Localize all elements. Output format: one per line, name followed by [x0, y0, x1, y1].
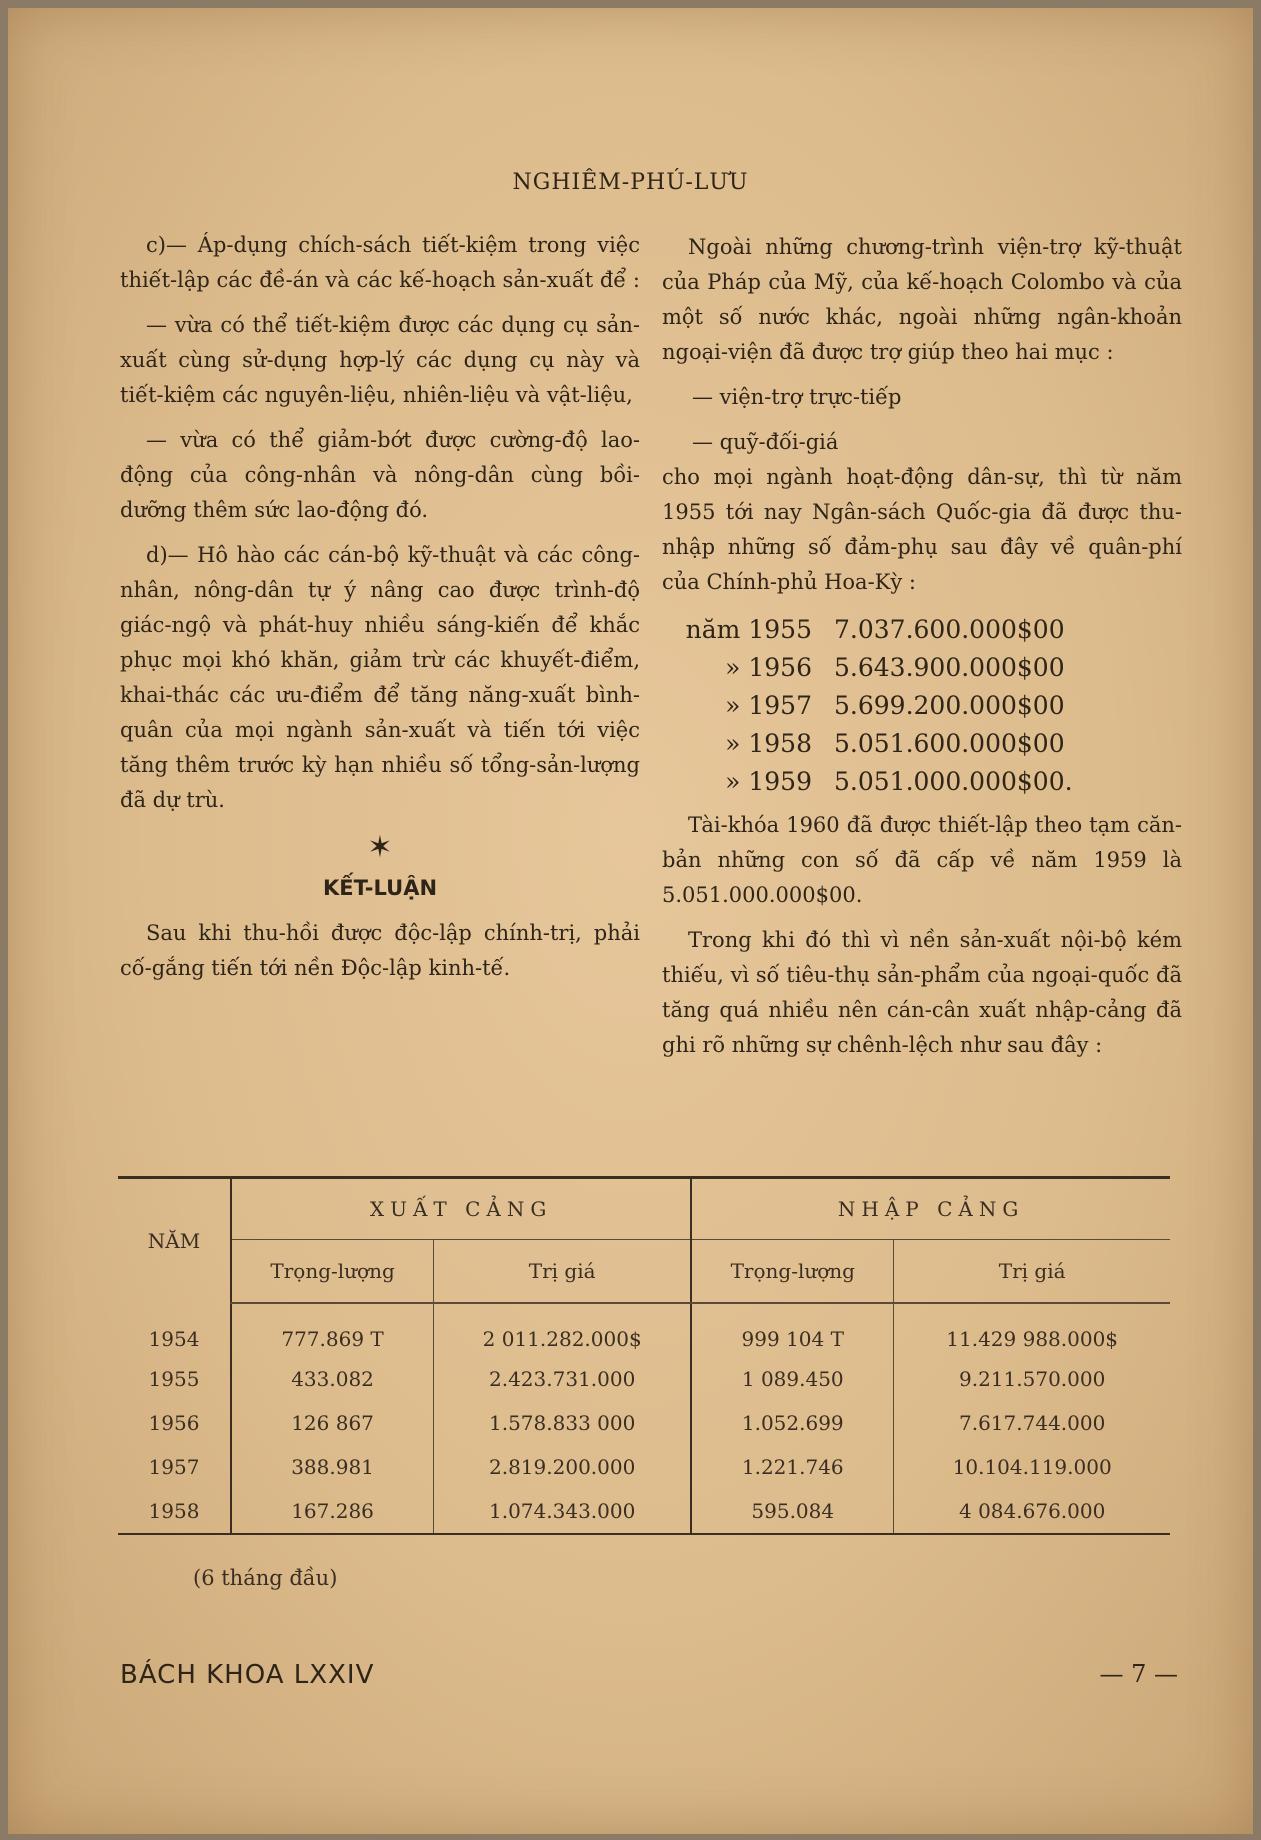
cell-import-value: 10.104.119.000	[894, 1445, 1170, 1489]
cell-export-weight: 388.981	[231, 1445, 434, 1489]
budget-amount: 5.051.600.000$00	[834, 728, 1065, 758]
header-import: NHẬP CẢNG	[691, 1178, 1170, 1240]
paragraph-c-item-2: — vừa có thể giảm-bớt được cường-độ lao-động của công-nhân và nông-dân cùng bồi-dưỡng thêm sức lao-động đó.	[120, 428, 640, 522]
budget-label: »	[725, 690, 741, 720]
paragraph-aid-cont: cho mọi ngành hoạt-động dân-sự, thì từ năm 1955 tới nay Ngân-sách Quốc-gia đã được thu-nhập những số đảm-phụ sau đây về quân-phí của Chính-phủ Hoa-Kỳ :	[662, 465, 1182, 594]
cell-export-value: 1.074.343.000	[434, 1489, 692, 1534]
cell-export-weight: 126 867	[231, 1401, 434, 1445]
left-column	[120, 228, 640, 986]
cell-export-weight: 777.869 T	[231, 1303, 434, 1357]
header-year: NĂM	[147, 1229, 201, 1253]
cell-export-value: 2.423.731.000	[434, 1357, 692, 1401]
cell-import-value: 7.617.744.000	[894, 1401, 1170, 1445]
paragraph-d: d)— Hô hào các cán-bộ kỹ-thuật và các công-nhân, nông-dân tự ý nâng cao được trình-độ giác-ngộ và phát-huy nhiều sáng-kiến để khắc phục mọi khó khăn, giảm trừ các khuyết-điểm, khai-thác các ưu-điểm để tăng năng-xuất bình-quân của mọi ngành sản-xuất và tiến tới việc tăng thêm trước kỳ hạn nhiều số tổng-sản-lượng đã dự trù.	[120, 543, 640, 812]
paragraph-conclusion: Sau khi thu-hồi được độc-lập chính-trị, phải cố-gắng tiến tới nền Độc-lập kinh-tế.	[120, 921, 640, 980]
header-export-value: Trị giá	[434, 1240, 692, 1304]
header-import-weight: Trọng-lượng	[691, 1240, 894, 1304]
cell-import-weight: 595.084	[691, 1489, 894, 1534]
budget-year: 1956	[748, 652, 812, 682]
section-title: KẾT-LUẬN	[322, 876, 438, 900]
cell-import-weight: 1.052.699	[691, 1401, 894, 1445]
header-export: XUẤT CẢNG	[231, 1178, 691, 1240]
page-number: — 7 —	[1099, 1660, 1178, 1688]
budget-amount: 5.051.000.000$00.	[834, 766, 1073, 796]
budget-row	[662, 648, 1182, 686]
paragraph-aid-intro: Ngoài những chương-trình viện-trợ kỹ-thuật của Pháp của Mỹ, của kế-hoạch Colombo và của một số nước khác, ngoài những ngân-khoản ngoại-viện đã được trợ giúp theo hai mục :	[662, 235, 1182, 364]
right-column	[662, 230, 1182, 1063]
cell-year: 1957	[148, 1455, 200, 1479]
trade-table	[118, 1176, 1170, 1535]
budget-label: »	[725, 652, 741, 682]
table-note: (6 tháng đầu)	[193, 1566, 338, 1590]
header-export-weight: Trọng-lượng	[231, 1240, 434, 1304]
budget-row	[662, 762, 1182, 800]
journal-name: BÁCH KHOA LXXIV	[120, 1660, 375, 1690]
paragraph-c-intro: c)— Áp-dụng chích-sách tiết-kiệm trong việc thiết-lập các đề-án và các kế-hoạch sản-xuất để :	[120, 233, 640, 292]
cell-year: 1956	[148, 1411, 200, 1435]
aid-item-counterpart: — quỹ-đối-giá	[692, 430, 839, 454]
aid-item-direct: — viện-trợ trực-tiếp	[692, 385, 902, 409]
star-ornament: ✶	[367, 830, 393, 865]
cell-export-value: 2 011.282.000$	[434, 1303, 692, 1357]
paragraph-c-item-1: — vừa có thể tiết-kiệm được các dụng cụ sản-xuất cùng sử-dụng hợp-lý các dụng cụ này và tiết-kiệm các nguyên-liệu, nhiên-liệu và vật-liệu,	[120, 313, 640, 407]
cell-year: 1954	[148, 1326, 200, 1351]
budget-year: 1958	[748, 728, 812, 758]
budget-list	[662, 610, 1182, 800]
paragraph-trade-balance: Trong khi đó thì vì nền sản-xuất nội-bộ kém thiếu, vì số tiêu-thụ sản-phẩm của ngoại-quốc đã tăng quá nhiều nên cán-cân xuất nhập-cảng đã ghi rõ những sự chênh-lệch như sau đây :	[662, 928, 1182, 1057]
budget-amount: 5.699.200.000$00	[834, 690, 1065, 720]
table-row	[118, 1303, 1170, 1357]
budget-label: năm	[685, 614, 741, 644]
budget-year: 1957	[748, 690, 812, 720]
paragraph-fiscal-1960: Tài-khóa 1960 đã được thiết-lập theo tạm căn-bản những con số đã cấp về năm 1959 là 5.051.000.000$00.	[662, 813, 1182, 907]
budget-amount: 5.643.900.000$00	[834, 652, 1065, 682]
page	[8, 8, 1253, 1834]
budget-label: »	[725, 766, 741, 796]
table-row	[118, 1445, 1170, 1489]
table-row	[118, 1401, 1170, 1445]
header-import-value: Trị giá	[894, 1240, 1170, 1304]
budget-year: 1959	[748, 766, 812, 796]
cell-export-weight: 433.082	[231, 1357, 434, 1401]
budget-year: 1955	[748, 614, 812, 644]
cell-import-value: 4 084.676.000	[894, 1489, 1170, 1534]
table-row	[118, 1489, 1170, 1534]
budget-label: »	[725, 728, 741, 758]
budget-row	[662, 610, 1182, 648]
cell-export-weight: 167.286	[231, 1489, 434, 1534]
table-row	[118, 1357, 1170, 1401]
cell-import-weight: 1 089.450	[691, 1357, 894, 1401]
budget-row	[662, 724, 1182, 762]
cell-year: 1958	[148, 1499, 200, 1523]
cell-import-value: 9.211.570.000	[894, 1357, 1170, 1401]
budget-row	[662, 686, 1182, 724]
cell-import-weight: 1.221.746	[691, 1445, 894, 1489]
running-header: NGHIÊM-PHÚ-LƯU	[512, 170, 749, 195]
cell-export-value: 1.578.833 000	[434, 1401, 692, 1445]
budget-amount: 7.037.600.000$00	[834, 614, 1065, 644]
cell-import-weight: 999 104 T	[691, 1303, 894, 1357]
cell-export-value: 2.819.200.000	[434, 1445, 692, 1489]
cell-year: 1955	[148, 1367, 200, 1391]
cell-import-value: 11.429 988.000$	[894, 1303, 1170, 1357]
